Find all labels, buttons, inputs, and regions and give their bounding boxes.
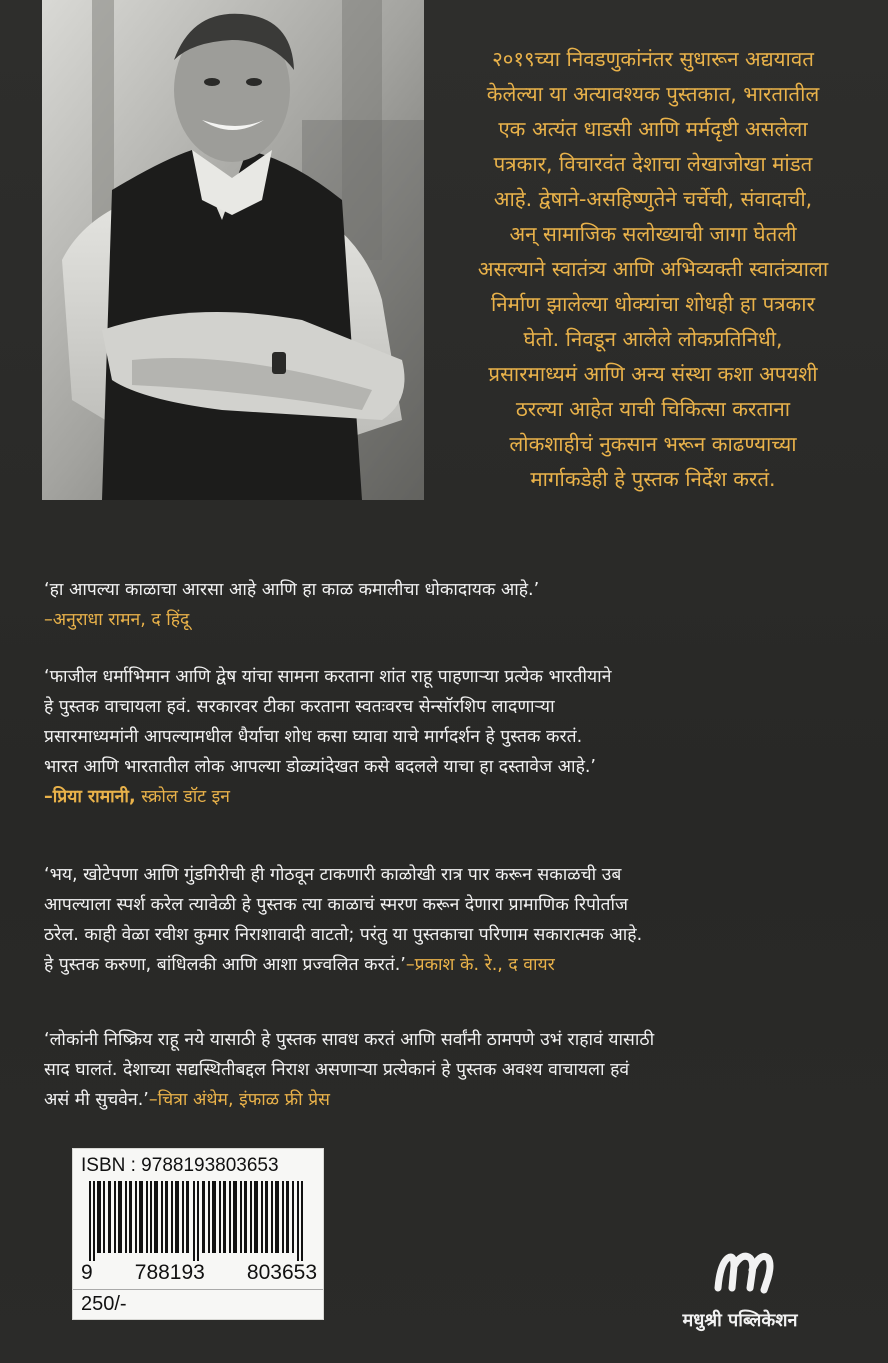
- isbn-barcode-box: [72, 1148, 324, 1320]
- blurb-line: मार्गाकडेही हे पुस्तक निर्देश करतं.: [530, 467, 776, 491]
- review-quote-3: [44, 860, 866, 980]
- review-quote-1: [44, 575, 866, 635]
- quote-line: हे पुस्तक करुणा, बांधिलकी आणि आशा प्रज्वलित करतं.’: [44, 955, 406, 975]
- price: 250/-: [81, 1293, 127, 1315]
- publisher-name: मधुश्री पब्लिकेशन: [682, 1310, 798, 1331]
- author-photo-illustration: [42, 0, 424, 500]
- blurb-line: एक अत्यंत धाडसी आणि मर्मदृष्टी असलेला: [498, 117, 808, 141]
- attribution-source: स्क्रोल डॉट इन: [141, 787, 230, 807]
- blurb-line: निर्माण झालेल्या धोक्यांचा शोधही हा पत्रकार: [491, 292, 815, 316]
- quote-line: असं मी सुचवेन.’: [44, 1090, 149, 1110]
- quote-line: भारत आणि भारतातील लोक आपल्या डोळ्यांदेखत कसे बदलले याचा हा दस्तावेज आहे.’: [44, 757, 596, 777]
- quote-line: प्रसारमाध्यमांनी आपल्यामधील धैर्याचा शोध कसा घ्यावा याचे मार्गदर्शन हे पुस्तक करतं.: [44, 727, 583, 747]
- barcode-icon: [79, 1181, 317, 1261]
- isbn-digit-group: 803653: [246, 1261, 317, 1284]
- blurb-line: २०१९च्या निवडणुकांनंतर सुधारून अद्ययावत: [492, 47, 814, 71]
- blurb-line: घेतो. निवडून आलेले लोकप्रतिनिधी,: [523, 327, 783, 351]
- quote-line: साद घालतं. देशाच्या सद्यस्थितीबद्दल निराश असणाऱ्या प्रत्येकानं हे पुस्तक अवश्य वाचायला हवं: [44, 1060, 630, 1080]
- isbn-digits: [81, 1261, 317, 1285]
- quote-line: ठरेल. काही वेळा रवीश कुमार निराशावादी वाटतो; परंतु या पुस्तकाचा परिणाम सकारात्मक आहे.: [44, 925, 643, 945]
- blurb-line: अन् सामाजिक सलोख्याची जागा घेतली: [509, 222, 797, 246]
- attribution-name: –प्रिया रामानी,: [44, 787, 136, 807]
- quote-line: आपल्याला स्पर्श करेल त्यावेळी हे पुस्तक त्या काळाचं स्मरण करून देणारा प्रामाणिक रिपोर्ताज: [44, 895, 628, 915]
- quote-line: ‘फाजील धर्माभिमान आणि द्वेष यांचा सामना करताना शांत राहू पाहणाऱ्या प्रत्येक भारतीयाने: [44, 667, 612, 687]
- quote-attribution: –प्रकाश के. रे., द वायर: [405, 955, 555, 975]
- quote-attribution: [44, 782, 866, 812]
- quote-line: हे पुस्तक वाचायला हवं. सरकारवर टीका करताना स्वतःवरच सेन्सॉरशिप लादणाऱ्या: [44, 697, 555, 717]
- author-photo: [42, 0, 424, 500]
- quote-line: ‘लोकांनी निष्क्रिय राहू नये यासाठी हे पुस्तक सावध करतं आणि सर्वांनी ठामपणे उभं राहावं यासाठी: [44, 1030, 655, 1050]
- quote-line: ‘हा आपल्या काळाचा आरसा आहे आणि हा काळ कमालीचा धोकादायक आहे.’: [44, 580, 540, 600]
- blurb: [438, 42, 868, 497]
- blurb-line: प्रसारमाध्यमं आणि अन्य संस्था कशा अपयशी: [488, 362, 818, 386]
- quote-line: ‘भय, खोटेपणा आणि गुंडगिरीची ही गोठवून टाकणारी काळोखी रात्र पार करून सकाळची उब: [44, 865, 622, 885]
- blurb-line: पत्रकार, विचारवंत देशाचा लेखाजोखा मांडत: [493, 152, 813, 176]
- quote-last-line: [44, 1085, 866, 1115]
- publisher-logo-icon: [714, 1244, 774, 1300]
- blurb-line: केलेल्या या अत्यावश्यक पुस्तकात, भारतातील: [486, 82, 820, 106]
- isbn-digit-group: 788193: [134, 1261, 205, 1284]
- price-row: [73, 1289, 323, 1320]
- quote-attribution: –चित्रा अंथेम, इंफाळ फ्री प्रेस: [148, 1090, 330, 1110]
- isbn-label: ISBN : 9788193803653: [81, 1155, 279, 1176]
- quote-last-line: [44, 950, 866, 980]
- isbn-digit-group: 9: [81, 1261, 93, 1284]
- review-quote-2: [44, 662, 866, 812]
- blurb-line: लोकशाहीचं नुकसान भरून काढण्याच्या: [509, 432, 797, 456]
- blurb-line: ठरल्या आहेत याची चिकित्सा करताना: [515, 397, 791, 421]
- blurb-line: असल्याने स्वातंत्र्य आणि अभिव्यक्ती स्वातंत्र्याला: [477, 257, 829, 281]
- blurb-line: आहे. द्वेषाने-असहिष्णुतेने चर्चेची, संवादाची,: [493, 187, 813, 211]
- quote-attribution: –अनुराधा रामन, द हिंदू: [44, 610, 190, 630]
- review-quote-4: [44, 1025, 866, 1115]
